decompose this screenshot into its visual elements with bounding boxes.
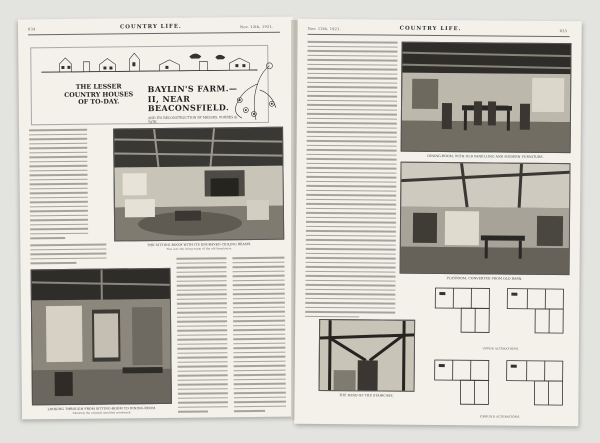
masthead: COUNTRY LIFE. [119,23,182,31]
masthead: COUNTRY LIFE. [399,25,462,33]
plan-label-ground: GROUND ALTERATIONS. [480,414,521,419]
body-text-column-4 [232,257,286,415]
dining-room-photo [401,42,572,153]
title-group [148,84,244,124]
caption-dining-view: LOOKING THROUGH FROM SITTING-ROOM TO DINING-ROOM. [47,406,157,412]
body-text-column-1 [305,41,397,321]
staircase-photo [319,319,416,392]
right-page [294,19,582,426]
caption-sitting-room: THE SITTING-ROOM WITH ITS ENGRAVED CEILING BEAMS. [147,242,252,248]
caption-dining-room: DINING-ROOM, WITH OLD PANELLING AND MODERN FURNITURE. [427,153,544,159]
issue-date: Nov. 12th, 1921. [307,26,342,32]
peacock-ornament-illustration [231,60,280,122]
header-rule [28,32,280,35]
plan-label-upper: UPPER ALTERATIONS. [482,346,520,351]
dining-view-photo [31,268,172,405]
article-title: BAYLIN'S FARM.—II, NEAR BEACONSFIELD. [147,83,238,114]
playroom-photo [400,162,571,275]
caption-staircase: THE HEAD OF THE STAIRCASE. [339,393,394,398]
sitting-room-photo [113,127,284,242]
article-byline: AND ITS RECONSTRUCTION BY MESSRS. FORBES & TATE. [147,114,238,124]
issue-date: Nov. 12th, 1921. [239,24,274,30]
ground-floor-plan [430,354,571,415]
body-text-column-3 [176,257,228,415]
village-skyline-illustration [39,48,259,74]
caption-playroom: PLAYROOM, CONVERTED FROM OLD BARN. [446,276,523,281]
subcaption-dining-view: Showing the original moulded woodwork. [72,411,132,415]
page-number: 635 [559,29,568,34]
upper-floor-plan [431,282,572,345]
body-text-column-2 [30,244,106,267]
page-number: 634 [27,27,36,32]
series-title: THE LESSER COUNTRY HOUSES OF TO-DAY. [64,83,134,106]
subcaption-sitting-room: This was the living-room of the old farmhouse. [166,247,233,251]
body-text-column-1 [29,129,88,242]
header-rule [308,34,570,37]
left-page [18,17,297,420]
article-title-block [30,45,269,125]
